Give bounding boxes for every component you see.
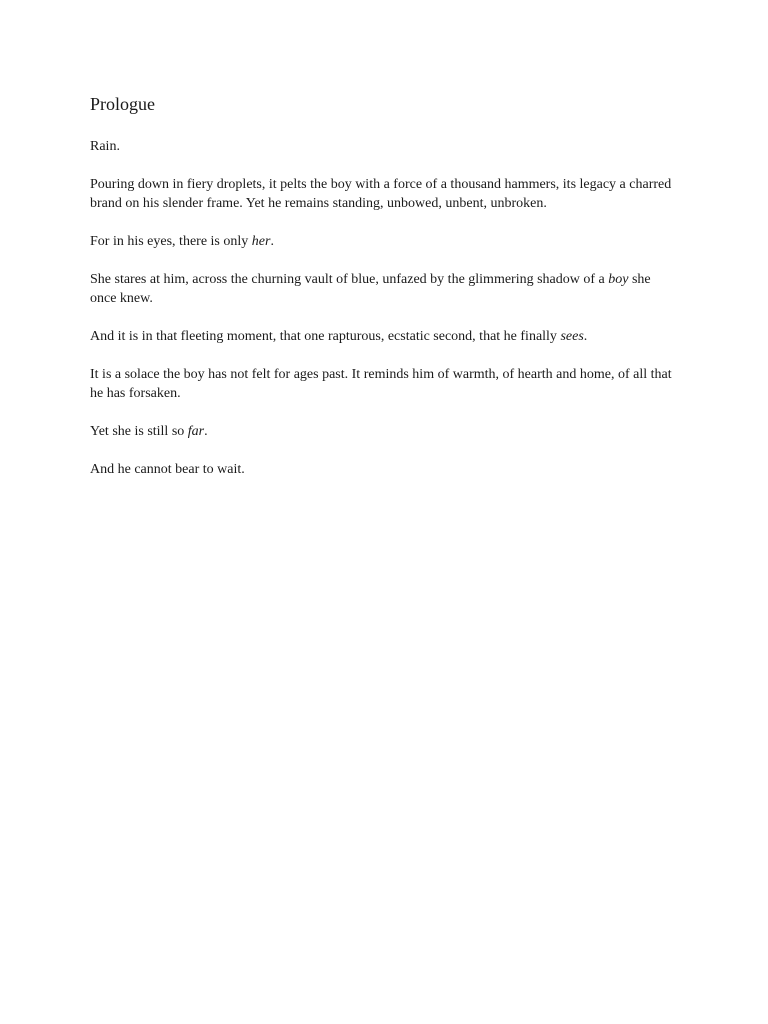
italic-emphasis: far (187, 424, 205, 439)
text-segment: And it is in that fleeting moment, that one rapturous, ecstatic second, that he finally (90, 329, 561, 344)
paragraph-4 (90, 270, 678, 308)
text-segment: . (270, 234, 274, 249)
text-segment: Pouring down in fiery droplets, it pelts the boy with a force of a thousand hammers, its legacy a charred brand on his slender frame. Yet he remains standing, unbowed, unbent, unbroken. (90, 177, 672, 211)
text-segment: she once knew. (90, 272, 651, 306)
paragraph-3 (90, 232, 678, 251)
paragraph-6 (90, 365, 678, 403)
text-segment: It is a solace the boy has not felt for ages past. It reminds him of warmth, of hearth and home, of all that he has forsaken. (90, 367, 672, 401)
text-segment: For in his eyes, there is only (90, 234, 252, 249)
italic-emphasis: sees (560, 329, 584, 344)
paragraph-2 (90, 175, 678, 213)
paragraph-5 (90, 327, 678, 346)
text-segment: Yet she is still so (90, 424, 188, 439)
paragraph-1 (90, 137, 678, 156)
paragraph-7 (90, 422, 678, 441)
chapter-title: Prologue (90, 94, 155, 114)
text-segment: And he cannot bear to wait. (90, 462, 245, 477)
text-segment: Rain. (90, 139, 120, 154)
paragraph-8 (90, 460, 678, 479)
text-segment: She stares at him, across the churning vault of blue, unfazed by the glimmering shadow of a (90, 272, 609, 287)
text-segment: . (204, 424, 208, 439)
italic-emphasis: her (251, 234, 271, 249)
text-segment: . (583, 329, 588, 344)
italic-emphasis: boy (608, 272, 629, 287)
